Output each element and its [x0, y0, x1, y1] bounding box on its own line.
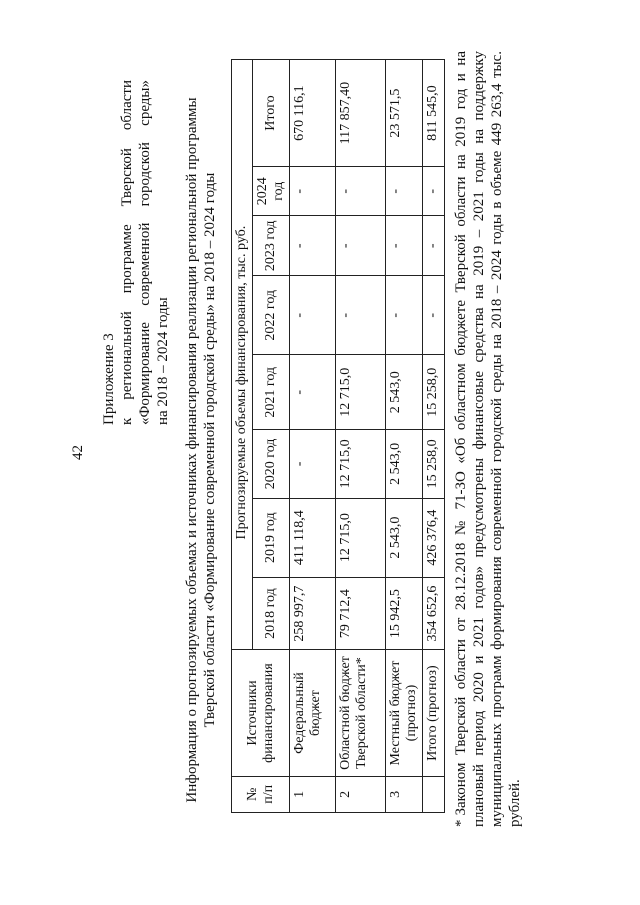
- table-cell: 15 258,0: [423, 430, 445, 498]
- table-cell: -: [290, 216, 336, 276]
- row-source: Итого (прогноз): [423, 650, 445, 776]
- table-cell: -: [336, 276, 386, 355]
- table-cell: -: [423, 276, 445, 355]
- header-year: 2022 год: [253, 276, 290, 355]
- footnote-marker: *: [453, 819, 469, 827]
- table-cell: 2 543,0: [386, 430, 423, 498]
- row-num: [423, 776, 445, 812]
- table-cell: -: [290, 276, 336, 355]
- table-cell: 117 857,40: [336, 60, 386, 167]
- appendix-line: на 2018 – 2024 годы: [155, 297, 171, 425]
- table-cell: -: [290, 167, 336, 216]
- appendix-line: к региональной программе Тверской области: [119, 80, 135, 425]
- table-cell: -: [290, 430, 336, 498]
- table-cell: -: [386, 216, 423, 276]
- header-num: № п/п: [232, 776, 290, 812]
- table-cell: 426 376,4: [423, 498, 445, 577]
- table-cell: -: [423, 216, 445, 276]
- table-cell: -: [423, 167, 445, 216]
- table-cell: -: [336, 167, 386, 216]
- table-cell: 2 543,0: [386, 355, 423, 430]
- header-total: Итого: [253, 60, 290, 167]
- table-cell: 411 118,4: [290, 498, 336, 577]
- header-year: 2018 год: [253, 577, 290, 650]
- header-source: Источники финансирования: [232, 650, 290, 776]
- table-cell: 15 258,0: [423, 355, 445, 430]
- page-number: 42: [70, 445, 86, 460]
- table-cell: 12 715,0: [336, 498, 386, 577]
- table-cell: 12 715,0: [336, 430, 386, 498]
- table-cell: 258 997,7: [290, 577, 336, 650]
- header-year: 2019 год: [253, 498, 290, 577]
- footnote: [452, 51, 524, 827]
- table-cell: 811 545,0: [423, 60, 445, 167]
- table-row: [336, 60, 386, 813]
- row-num: 2: [336, 776, 386, 812]
- table-cell: 12 715,0: [336, 355, 386, 430]
- header-group: Прогнозируемые объемы финансирования, тыс. руб.: [232, 60, 253, 650]
- table-row: [386, 60, 423, 813]
- row-num: 3: [386, 776, 423, 812]
- table-cell: 2 543,0: [386, 498, 423, 577]
- table-cell: -: [386, 276, 423, 355]
- row-num: 1: [290, 776, 336, 812]
- table-heading: [183, 55, 219, 845]
- table-cell: 23 571,5: [386, 60, 423, 167]
- financing-table: [231, 59, 445, 813]
- table-cell: -: [386, 167, 423, 216]
- header-year: 2020 год: [253, 430, 290, 498]
- table-row: [290, 60, 336, 813]
- table-cell: 15 942,5: [386, 577, 423, 650]
- header-year: 2021 год: [253, 355, 290, 430]
- table-cell: 670 116,1: [290, 60, 336, 167]
- table-cell: -: [336, 216, 386, 276]
- table-cell: 79 712,4: [336, 577, 386, 650]
- heading-line: Тверской области «Формирование современной городской среды» на 2018 – 2024 годы: [202, 172, 218, 728]
- row-source: Областной бюджет Тверской области*: [336, 650, 386, 776]
- row-source: Местный бюджет (прогноз): [386, 650, 423, 776]
- appendix-line: «Формирование современной городской среды»: [137, 80, 153, 425]
- row-source: Федеральный бюджет: [290, 650, 336, 776]
- table-total-row: [423, 60, 445, 813]
- table-cell: -: [290, 355, 336, 430]
- header-year: 2024 год: [253, 167, 290, 216]
- appendix-title: Приложение 3: [101, 333, 117, 425]
- table-cell: 354 652,6: [423, 577, 445, 650]
- header-row: [232, 60, 253, 813]
- heading-line: Информация о прогнозируемых объемах и источниках финансирования реализации региональной программы: [184, 97, 200, 803]
- appendix-block: [100, 80, 172, 425]
- footnote-text: Законом Тверской области от 28.12.2018 № 71-ЗО «Об областном бюджете Тверской области на 2019 год и на плановый период 2020 и 2021 годов» предусмотрены финансовые средства на 2019 – 2021 годы на поддержку муниципальных программ формирования современной городской среды на 2018 – 2024 годы в объеме 449 263,4 тыс. рублей.: [453, 51, 523, 827]
- header-year: 2023 год: [253, 216, 290, 276]
